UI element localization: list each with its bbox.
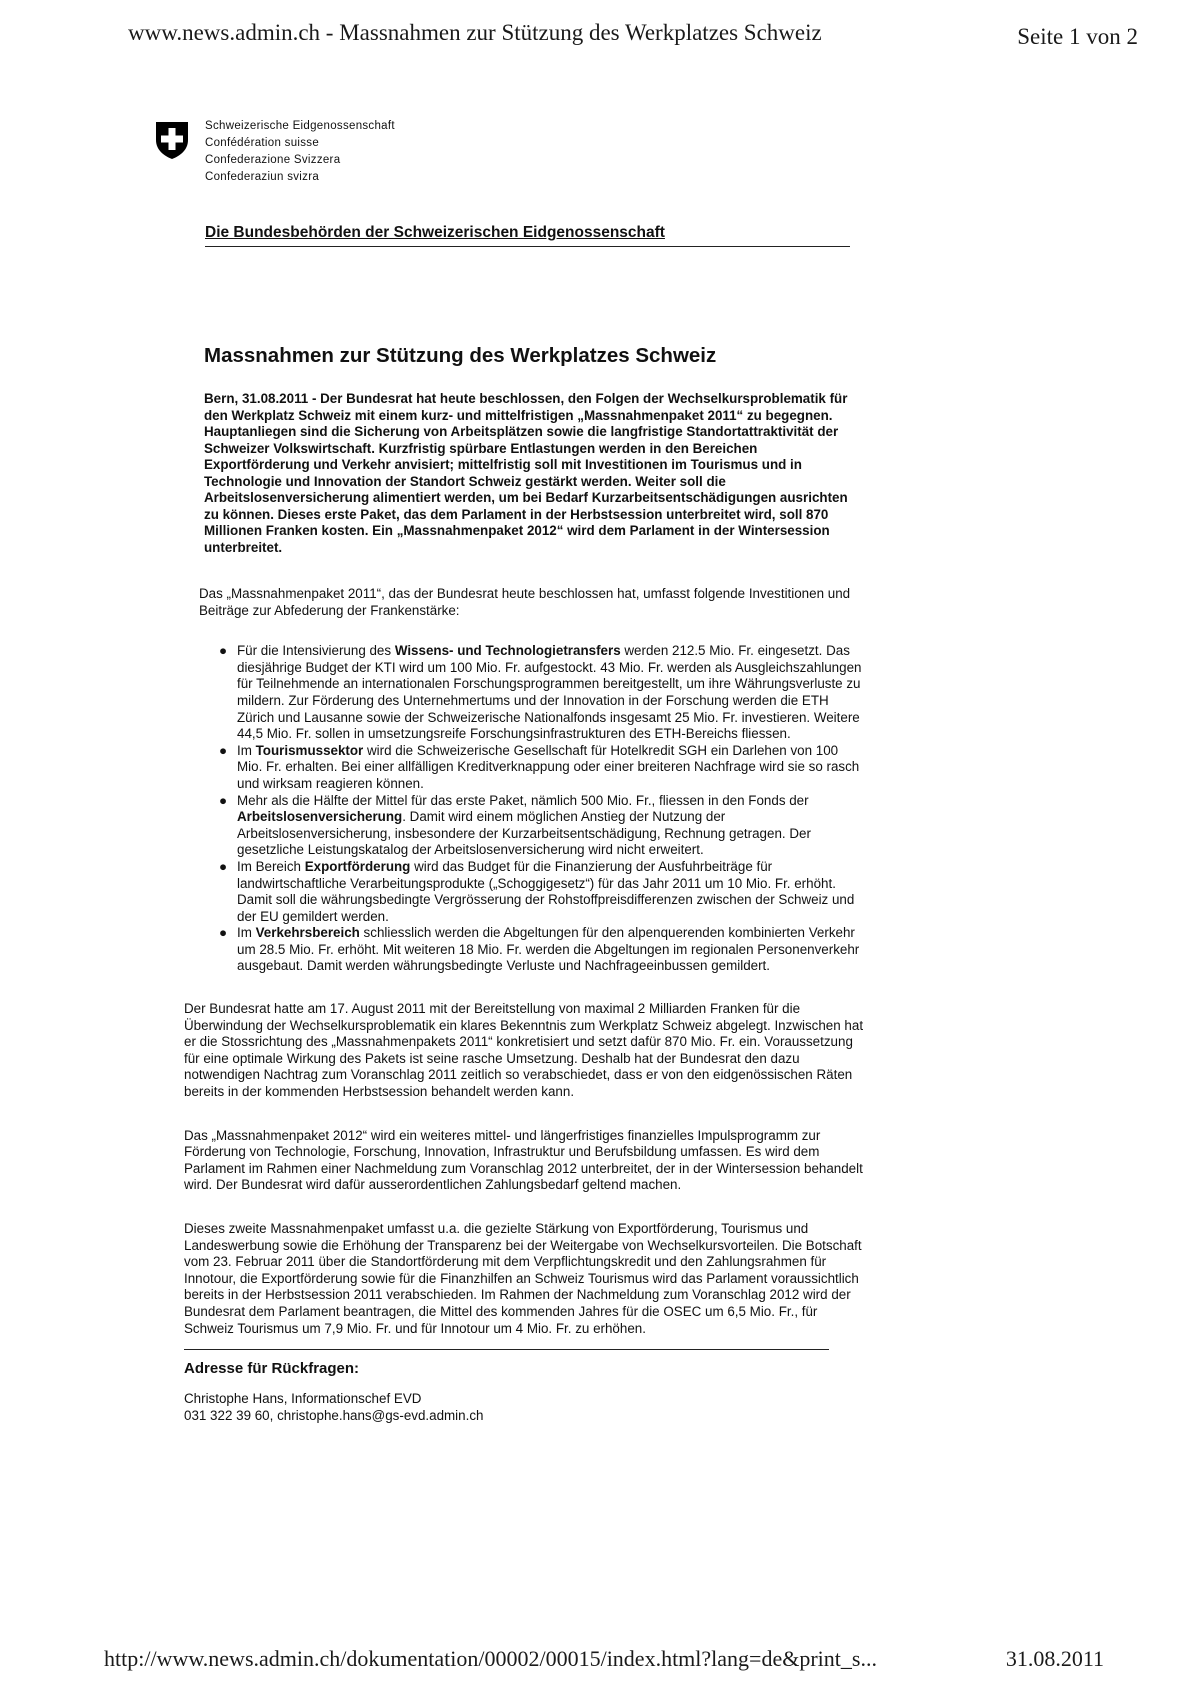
authorities-link-label: Die Bundesbehörden der Schweizerischen Eidgenossenschaft [205,224,665,241]
contact-email-link[interactable]: christophe.hans@gs-evd.admin.ch [277,1407,484,1423]
bullet-icon: ● [219,925,228,941]
list-item: ● Im Verkehrsbereich schliesslich werden die Abgeltungen für den alpenquerenden kombinierten Verkehr um 28.5 Mio. Fr. erhöht. Mit weiteren 18 Mio. Fr. werden die Abgeltungen im regionalen Personenverkehr ausgebaut. Damit werden währungsbedingte Verluste und Nachfrageeinbussen gemildert. [219,925,860,974]
authorities-link[interactable] [205,224,850,247]
federal-logo [153,118,463,198]
article-title: Massnahmen zur Stützung des Werkplatzes Schweiz [204,344,717,367]
contact-name: Christophe Hans, Informationschef EVD [184,1391,422,1407]
confederation-name-de: Schweizerische Eidgenossenschaft [205,120,395,132]
bullet-icon: ● [219,742,228,758]
bullet-icon: ● [219,858,228,874]
contact-details: 031 322 39 60, christophe.hans@gs-evd.admin.ch [184,1407,484,1423]
list-item: ● Im Bereich Exportförderung wird das Budget für die Finanzierung der Ausfuhrbeiträge für landwirtschaftliche Verarbeitungsprodukte („Schoggigesetz“) für das Jahr 2011 um 10 Mio. Fr. erhöht. Damit soll die währungsbedingte Vergrösserung der Rohstoffpreisdifferenzen zwischen der Schweiz und der EU gemildert werden. [219,858,855,924]
confederation-name-it: Confederazione Svizzera [205,154,341,166]
contact-title: Adresse für Rückfragen: [184,1360,360,1378]
bullet-icon: ● [219,643,228,659]
print-header-title: www.news.admin.ch - Massnahmen zur Stützung des Werkplatzes Schweiz [128,20,822,45]
print-header [128,20,1138,56]
article [184,344,864,1424]
contact-phone: 031 322 39 60 [184,1407,270,1423]
bullet-icon: ● [219,792,228,808]
article-lead: Bern, 31.08.2011 - Der Bundesrat hat heute beschlossen, den Folgen der Wechselkursproblematik für den Werkplatz Schweiz mit einem kurz- und mittelfristigen „Massnahmenpaket 2011“ zu begegnen. Hauptanliegen sind die Sicherung von Arbeitsplätzen sowie die langfristige Standortattraktivität der Schweizer Volkswirtschaft. Kurzfristig spürbare Entlastungen werden in den Bereichen Exportförderung und Verkehr anvisiert; mittelfristig soll mit Investitionen im Tourismus und in Technologie und Innovation der Standort Schweiz gestärkt werden. Weiter soll die Arbeitslosenversicherung alimentiert werden, um bei Bedarf Kurzarbeitsentschädigungen ausrichten zu können. Dieses erste Paket, das dem Parlament in der Herbstsession unterbreitet wird, soll 870 Millionen Franken kosten. Ein „Massnahmenpaket 2012“ wird dem Parlament in der Wintersession unterbreitet. [204,391,848,555]
article-intro: Das „Massnahmenpaket 2011“, das der Bundesrat heute beschlossen hat, umfasst folgende Investitionen und Beiträge zur Abfederung der Frankenstärke: [199,586,851,618]
confederation-name-rm: Confederaziun svizra [205,171,320,183]
confederation-names [205,118,395,186]
print-header-page-number: Seite 1 von 2 [1017,24,1138,49]
article-paragraph: Der Bundesrat hatte am 17. August 2011 mit der Bereitstellung von maximal 2 Milliarden Franken für die Überwindung der Wechselkursproblematik ein klares Bekenntnis zum Werkplatz Schweiz abgelegt. Inzwischen hat er die Stossrichtung des „Massnahmenpakets 2011“ konkretisiert und setzt dafür 870 Mio. Fr. ein. Voraussetzung für eine optimale Wirkung des Pakets ist seine rasche Umsetzung. Deshalb hat der Bundesrat den dazu notwendigen Nachtrag zum Voranschlag 2011 zeitlich so verabschiedet, dass er von den eidgenössischen Räten bereits in der kommenden Herbstsession behandelt werden kann. [184,1001,864,1100]
print-footer-date: 31.08.2011 [1005,1646,1104,1671]
list-item: ● Im Tourismussektor wird die Schweizerische Gesellschaft für Hotelkredit SGH ein Darlehen von 100 Mio. Fr. erhalten. Bei einer allfälligen Kreditverknappung oder einer breiteren Nachfrage wird sie so rasch und wirksam reagieren können. [219,742,860,791]
print-footer-url: http://www.news.admin.ch/dokumentation/00002/00015/index.html?lang=de&print_s... [104,1646,877,1671]
contact-divider [184,1349,829,1350]
article-paragraph: Das „Massnahmenpaket 2012“ wird ein weiteres mittel- und längerfristiges finanzielles Impulsprogramm zur Förderung von Technologie, Forschung, Innovation, Infrastruktur und Berufsbildung umfassen. Es wird dem Parlament im Rahmen einer Nachmeldung zum Voranschlag 2012 unterbreitet, der in der Wintersession behandelt wird. Der Bundesrat wird dafür ausserordentlichen Zahlungsbedarf geltend machen. [184,1127,863,1193]
article-paragraph: Dieses zweite Massnahmenpaket umfasst u.a. die gezielte Stärkung von Exportförderung, Tourismus und Landeswerbung sowie die Erhöhung der Transparenz bei der Weitergabe von Wechselkursvorteilen. Die Botschaft vom 23. Februar 2011 über die Standortförderung mit dem Verpflichtungskredit und den Zahlungsrahmen für Innotour, die Exportförderung sowie für die Finanzhilfen an Schweiz Tourismus wird das Parlament voraussichtlich bereits in der Herbstsession 2011 verabschieden. Im Rahmen der Nachmeldung zum Voranschlag 2012 wird der Bundesrat dem Parlament beantragen, die Mittel des kommenden Jahres für die OSEC um 6,5 Mio. Fr., für Schweiz Tourismus um 7,9 Mio. Fr. und für Innotour um 4 Mio. Fr. zu erhöhen. [184,1221,862,1336]
swiss-cross-icon [153,120,191,160]
list-item: ● Mehr als die Hälfte der Mittel für das erste Paket, nämlich 500 Mio. Fr., fliessen in den Fonds der Arbeitslosenversicherung. Damit wird einem möglichen Anstieg der Nutzung der Arbeitslosenversicherung, insbesondere der Kurzarbeitsentschädigung, Rechnung getragen. Der gesetzliche Leistungskatalog der Arbeitslosenversicherung wird nicht erweitert. [219,792,811,858]
list-item: ● Für die Intensivierung des Wissens- und Technologietransfers werden 212.5 Mio. Fr. eingesetzt. Das diesjährige Budget der KTI wird um 100 Mio. Fr. aufgestockt. 43 Mio. Fr. werden als Ausgleichszahlungen für Teilnehmende an internationalen Forschungsprogrammen bereitgestellt, um ihre Währungsverluste zu mildern. Zur Förderung des Unternehmertums und der Innovation in der Forschung werden die ETH Zürich und Lausanne sowie der Schweizerische Nationalfonds insgesamt 25 Mio. Fr. investieren. Weitere 44,5 Mio. Fr. sollen in umsetzungsreife Forschungsinfrastrukturen des ETH-Bereichs fliessen. [219,643,862,742]
confederation-name-fr: Confédération suisse [205,137,320,149]
measures-list [184,643,864,975]
